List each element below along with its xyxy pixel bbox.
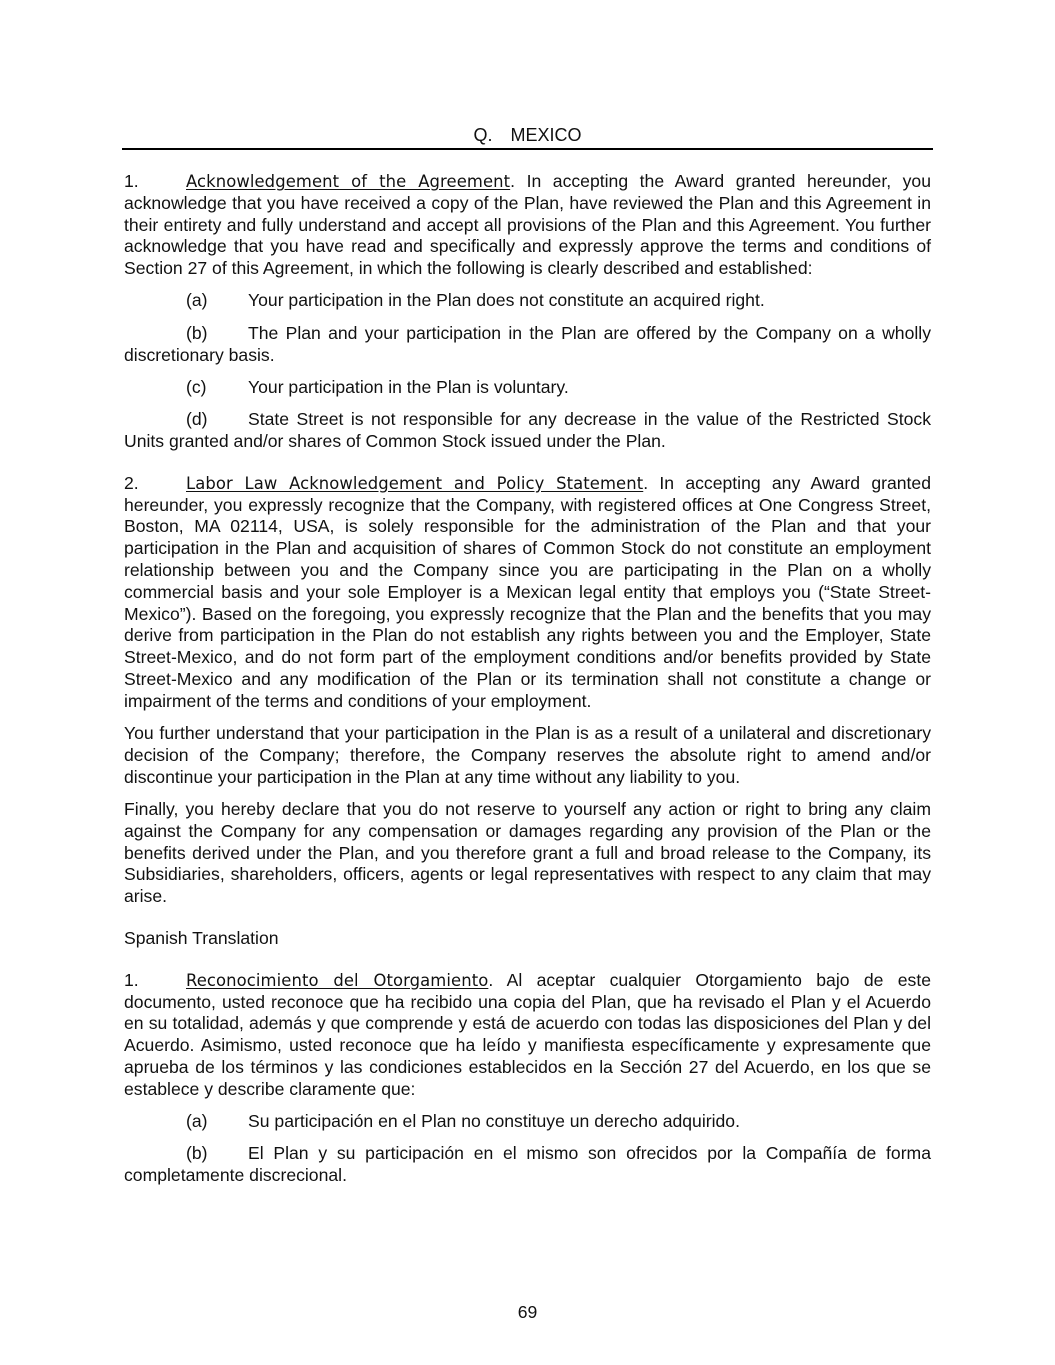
list-item-label: (a) xyxy=(186,290,208,311)
section-2-paragraph-3: Finally, you hereby declare that you do not reserve to yourself any action or right to bring any claim against the Company for any compensation or damages regarding any provision of the Plan or the benefits derived under the Plan, and you therefore grant a full and broad release to the Company, its Subsidiaries, shareholders, officers, agents or legal representatives with respect to any claim that may arise. xyxy=(124,798,931,907)
list-item-text: Su participación en el Plan no constituye un derecho adquirido. xyxy=(248,1110,740,1131)
section-letter: Q. xyxy=(473,125,493,145)
list-item-text: State Street is not responsible for any decrease in the value of the Restricted Stock Units granted and/or shares of Common Stock issued under the Plan. xyxy=(124,409,931,451)
section-2-heading: Labor Law Acknowledgement and Policy Statement xyxy=(186,473,644,493)
list-item xyxy=(124,323,931,367)
section-1-heading: Acknowledgement of the Agreement xyxy=(186,172,511,191)
list-item xyxy=(124,377,931,399)
list-item xyxy=(124,1111,931,1133)
list-item xyxy=(124,290,931,312)
heading-rule xyxy=(122,148,933,150)
section-2-paragraph-2: You further understand that your participation in the Plan is as a result of a unilateral and discretionary decision of the Company; therefore, the Company reserves the absolute right to amend and/or discontinue your participation in the Plan at any time without any liability to you. xyxy=(124,723,931,787)
section-2-text: . In accepting any Award granted hereunder, you expressly recognize that the Company, with registered offices at One Congress Street, Boston, MA 02114, USA, is solely responsible for the administration of the Plan and that your participation in the Plan and acquisition of shares of Common Stock do not constitute an employment relationship between you and the Company since you are participating in the Plan on a wholly commercial basis and your sole Employer is a Mexican legal entity that employs you (“State Street-Mexico”). Based on the foregoing, you expressly recognize that the Plan and the benefits that you may derive from participation in the Plan do not establish any rights between you and the Employer, State Street-Mexico, and do not form part of the employment conditions and/or benefits provided by State Street-Mexico and any modification of the Plan or its termination shall not constitute a change or impairment of the terms and conditions of your employment. xyxy=(124,472,931,711)
section-2-number: 2. xyxy=(124,472,139,493)
translation-label: Spanish Translation xyxy=(124,927,279,948)
list-item-label: (b) xyxy=(186,322,208,343)
list-item-text: Your participation in the Plan does not constitute an acquired right. xyxy=(248,290,765,311)
document-body xyxy=(124,171,931,1197)
section-1-paragraph xyxy=(124,171,931,280)
page-number: 69 xyxy=(517,1302,538,1322)
section-title: MEXICO xyxy=(510,125,582,145)
list-item xyxy=(124,1143,931,1187)
spanish-section-1-heading: Reconocimiento del Otorgamiento xyxy=(186,970,489,990)
section-1-number: 1. xyxy=(124,171,139,191)
section-1-text: . In accepting the Award granted hereunder, you acknowledge that you have received a copy of the Plan, have reviewed the Plan and this Agreement in their entirety and fully understand and accept all provisions of the Plan and this Agreement. You further acknowledge that you have read and specifically and expressly approve the terms and conditions of Section 27 of this Agreement, in which the following is clearly described and established: xyxy=(124,171,932,279)
list-item-label: (a) xyxy=(186,1110,208,1131)
list-item-label: (c) xyxy=(186,376,207,397)
spanish-section-1-paragraph xyxy=(124,970,931,1101)
section-heading xyxy=(124,124,931,146)
list-item-text: The Plan and your participation in the Plan are offered by the Company on a wholly discretionary basis. xyxy=(124,322,931,365)
list-item xyxy=(124,409,931,453)
list-item-label: (d) xyxy=(186,409,208,430)
spanish-section-1-text: . Al aceptar cualquier Otorgamiento bajo de este documento, usted reconoce que ha recibido una copia del Plan, que ha revisado el Plan y el Acuerdo en su totalidad, además y que comprende y está de acuerdo con todas las disposiciones del Plan y del Acuerdo. Asimismo, usted reconoce que ha leído y manifiesta específicamente y expresamente que aprueba de los términos y las condiciones establecidos en la Sección 27 del Acuerdo, en los que se establece y describe claramente que: xyxy=(124,969,931,1099)
list-item-text: El Plan y su participación en el mismo son ofrecidos por la Compañía de forma completamente discrecional. xyxy=(124,1143,931,1186)
list-item-text: Your participation in the Plan is voluntary. xyxy=(248,376,569,397)
section-2-paragraph xyxy=(124,473,931,713)
list-item-label: (b) xyxy=(186,1143,208,1164)
spanish-section-1-number: 1. xyxy=(124,969,139,990)
